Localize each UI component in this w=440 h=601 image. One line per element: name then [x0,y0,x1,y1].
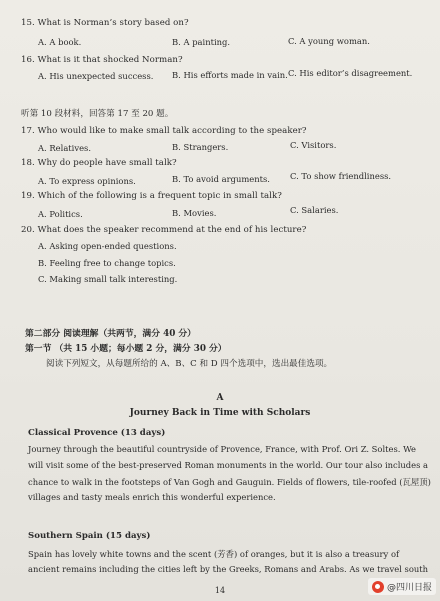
question-18: 18. Why do people have small talk? [21,158,177,168]
q15-option-a: A. A book. [38,37,82,47]
provence-line-3: chance to walk in the footsteps of Van Gogh and Gauguin. Fields of flowers, tile-roofed (瓦屋顶) [28,477,431,487]
provence-line-2: will visit some of the best-preserved Roman monuments in the world. Our tour also includes a [28,460,429,470]
q19-option-a: A. Politics. [38,209,83,219]
part2-title: 第二部分 阅读理解（共两节，满分 40 分） [25,329,196,339]
q20-option-a: A. Asking open-ended questions. [38,241,177,251]
q17-option-c: C. Visitors. [290,140,337,150]
q18-option-c: C. To show friendliness. [290,171,392,181]
spain-line-1: Spain has lovely white towns and the scent (芳香) of oranges, but it is also a treasury of [28,549,400,559]
page-number: 14 [214,586,226,595]
part2-section1: 第一节 （共 15 小题；每小题 2 分，满分 30 分） [25,344,227,354]
q18-option-a: A. To express opinions. [38,176,136,186]
question-20: 20. What does the speaker recommend at the end of his lecture? [21,225,307,235]
spain-line-2: ancient remains including the cities left by the Greeks, Romans and Arabs. As we travel south [28,564,429,574]
q15-option-c: C. A young woman. [288,36,370,46]
provence-line-4: villages and tasty meals enrich this wonderful experience. [28,492,276,502]
provence-line-1: Journey through the beautiful countryside of Provence, France, with Prof. Ori Z. Soltes. We [28,444,416,454]
part2-instruction: 阅读下列短文，从每题所给的 A、B、C 和 D 四个选项中，选出最佳选项。 [46,359,333,369]
q17-option-a: A. Relatives. [38,143,91,153]
q16-option-b: B. His efforts made in vain. [172,70,288,80]
q19-option-b: B. Movies. [172,208,217,218]
q20-option-c: C. Making small talk interesting. [38,274,178,284]
q18-option-b: B. To avoid arguments. [172,174,270,184]
q20-option-b: B. Feeling free to change topics. [38,258,176,268]
q19-option-c: C. Salaries. [290,205,339,215]
passage-label: A [216,393,224,403]
question-15: 15. What is Norman’s story based on? [21,18,189,28]
q16-option-c: C. His editor’s disagreement. [288,68,413,78]
question-19: 19. Which of the following is a frequent topic in small talk? [21,191,282,201]
question-16: 16. What is it that shocked Norman? [21,55,183,65]
q15-option-b: B. A painting. [172,37,231,47]
weibo-logo-icon [372,581,384,593]
q17-option-b: B. Strangers. [172,142,229,152]
passage-title: Journey Back in Time with Scholars [129,408,311,418]
listen-instruction: 听第 10 段材料，回答第 17 至 20 题。 [21,109,174,119]
subheading-spain: Southern Spain (15 days) [28,531,151,541]
question-17: 17. Who would like to make small talk according to the speaker? [21,126,307,136]
subheading-provence: Classical Provence (13 days) [28,428,166,438]
weibo-watermark [368,578,436,595]
q16-option-a: A. His unexpected success. [38,71,154,81]
watermark-text: @四川日报 [386,583,432,593]
